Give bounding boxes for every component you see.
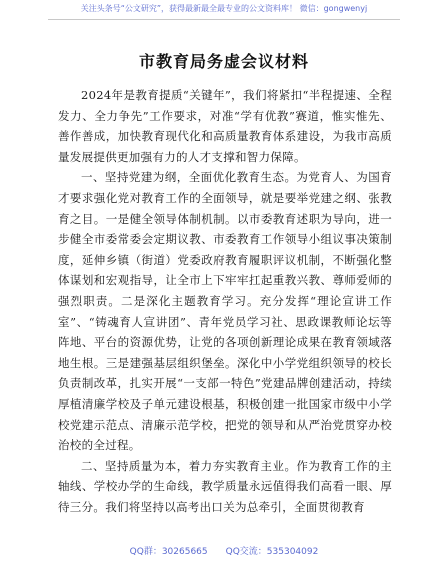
paragraph-section-1: 一、坚持党建为纲，全面优化教育生态。为党育人、为国育才要求强化党对教育工作的全面领导，就是要举党建之纲、张教育之目。一是健全领导体制机制。以市委教育述职为导向，进一步健全市委常委会定期议教、市委教育工作领导小组议事决策制度，延伸乡镇（街道）党委政府教育履职评议机制，不断强化整体谋划和宏观指导，让全市上下牢牢扛起重教兴教、尊师爱师的强烈职责。二是深化主题教育学习。充分发挥“理论宣讲工作室”、“铸魂育人宣讲团”、青年党员学习社、思政课教师论坛等阵地、平台的资源优势，让党的各项创新理论成果在教育领域落地生根。三是建强基层组织堡垒。深化中小学党组织领导的校长负责制改革，扎实开展“一支部一特色”党建品牌创建活动，持续厚植清廉学校及子单元建设根基，积极创建一批国家市级中小学校党建示范点、清廉示范学校，把党的领导和从严治党贯穿办校治校的全过程。: [58, 170, 392, 453]
paragraph-intro: 2024年是教育提质“关键年”，我们将紧扣“半程提速、全程发力、全力争先”工作要求，对准“学有优教”赛道，惟实惟先、善作善成，加快教育现代化和高质量教育体系建设，为我市高质量发展提供更加强有力的人才支撑和智力保障。: [58, 88, 392, 164]
header-divider: [48, 19, 400, 20]
footer-contact[interactable]: QQ群：30265665 QQ交流：535304092: [129, 547, 319, 557]
header-notice[interactable]: 关注头条号“公文研究”，获得最新最全最专业的公文资料库！ 微信：gongwenyj: [80, 4, 368, 13]
document-body: [58, 85, 392, 517]
paragraph-section-2: 二、坚持质量为本，着力夯实教育主业。作为教育工作的主轴线、学校办学的生命线，教学质量永远值得我们高看一眼、厚待三分。我们将坚持以高考出口关为总牵引，全面贯彻教育: [58, 458, 392, 514]
page-title: 市教育局务虚会议材料: [138, 52, 309, 71]
